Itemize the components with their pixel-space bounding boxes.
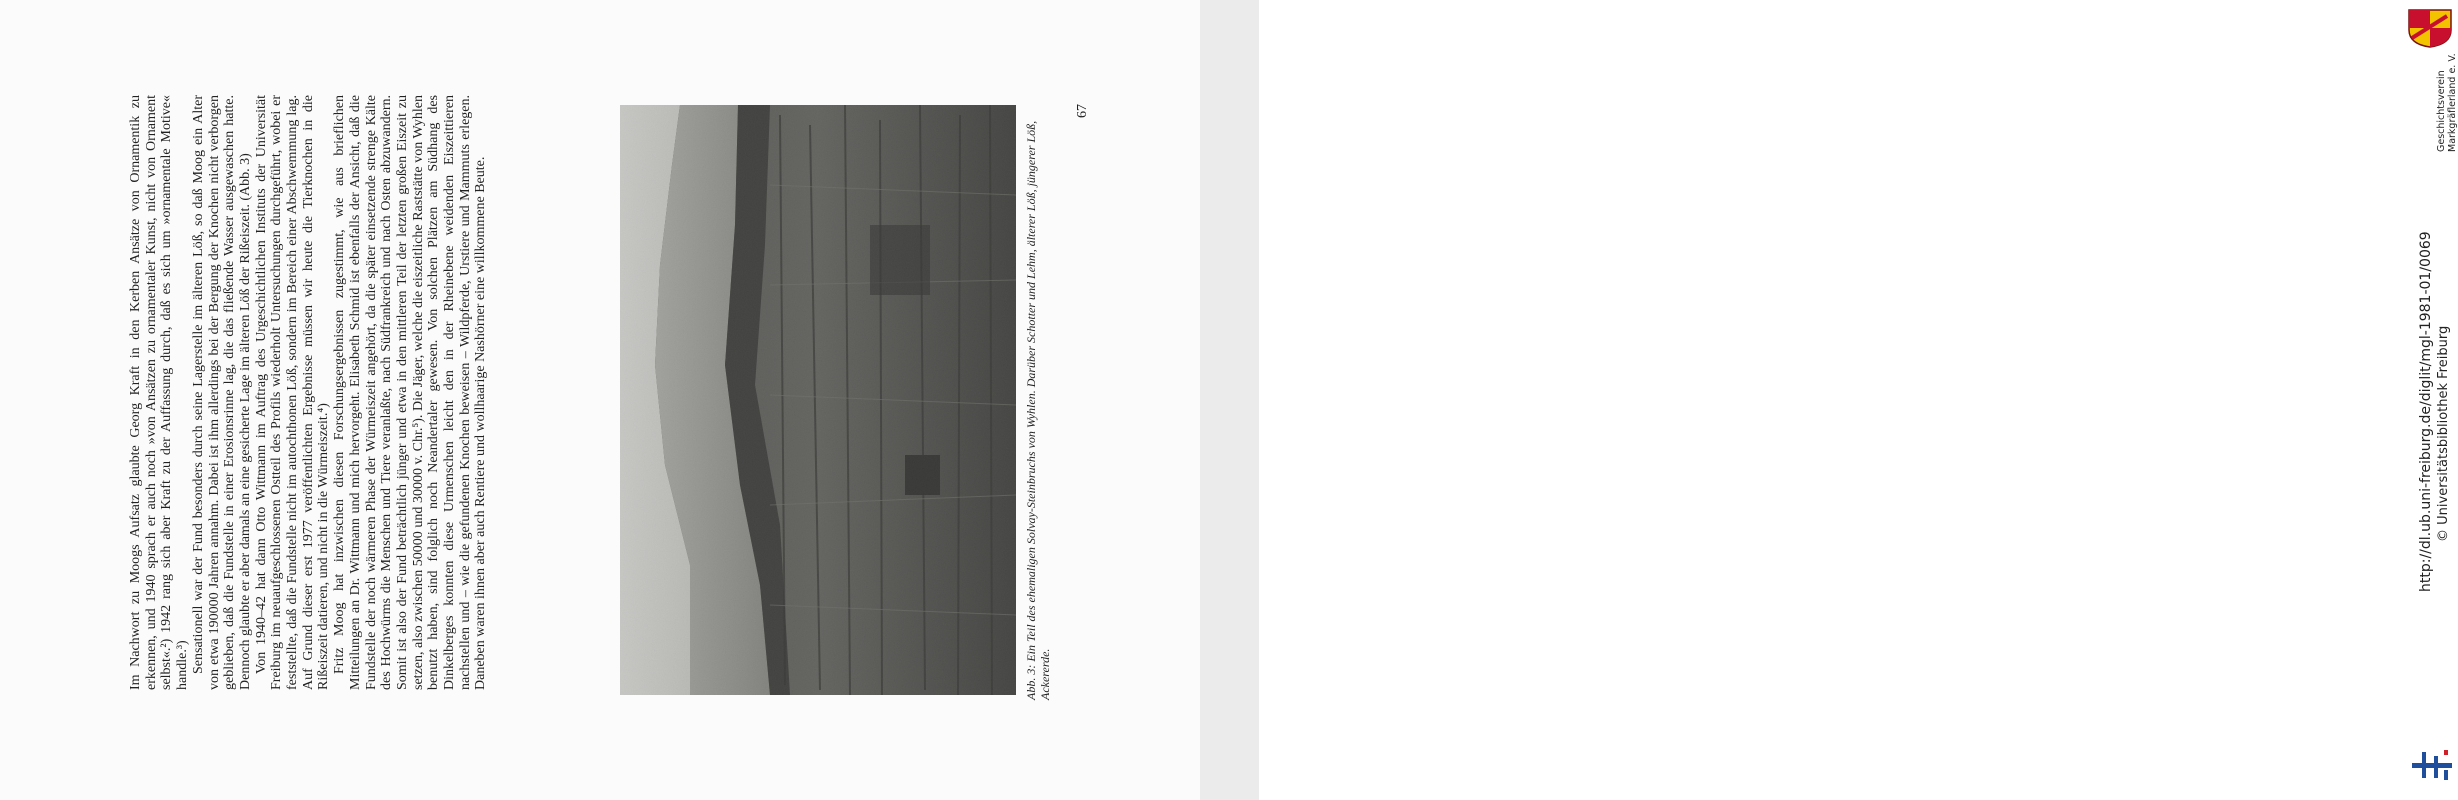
paragraph-2: Sensationell war der Fund besonders durch seine Lagerstelle im älteren Löß, so daß Moog ein Alter von etwa 190000 Jahren annahm. Dabei ist ihm allerdings bei der Bergung der Knochen nicht verborgen geblieben, daß die Fundstelle in einer Erosionsrinne lag, die das fließende Wasser ausgewaschen hatte. Dennoch glaubte er aber damals an eine gesicherte Lage im älteren Löß der Rißeiszeit. (Abb. 3) [190, 95, 253, 690]
organisation-name-line2: Markgräflerland e. V. [2447, 53, 2458, 152]
ub-freiburg-logo-icon [2410, 748, 2454, 782]
organisation-name: Geschichtsverein [2436, 70, 2447, 152]
viewer-sidebar [1200, 0, 2458, 800]
paragraph-1: Im Nachwort zu Moogs Aufsatz glaubte Georg Kraft in den Kerben Ansätze von Ornamentik zu erkennen, und 1940 sprach er auch noch »von Ansätzen zu ornamentaler Kunst, nicht von Ornament selbst«.²) 1942 rang sich aber Kraft zu der Auffassung durch, daß es sich um »ornamentale Motive« handle.³) [128, 95, 191, 690]
permalink-url[interactable]: http://dl.ub.uni-freiburg.de/diglit/mgl-1981-01/0069 [2418, 231, 2434, 592]
coat-of-arms-icon [2407, 8, 2453, 48]
paragraph-4: Fritz Moog hat inzwischen diesen Forschungsergebnissen zugestimmt, wie aus brieflichen Mitteilungen an Dr. Wittmann und mich hervorgeht. Elisabeth Schmid ist ebenfalls der Ansicht, daß die Fundstelle der noch wärmeren Phase der Würmeiszeit angehört, da die später einsetzende strenge Kälte des Hochwürms die Menschen und Tiere veranlaßte, nach Südfrankreich und nach Osten abzuwandern. Somit ist also der Fund beträchtlich jünger und etwa in den mittleren Teil der letzten großen Eiszeit zu setzen, also zwischen 50000 und 30000 v. Chr.⁵). Die Jäger, welche die eiszeitliche Raststätte von Wyhlen benutzt haben, sind folglich noch Neandertaler gewesen. Von solchen Plätzen am Südhang des Dinkelberges konnten diese Urmenschen leicht den in der Rheinebene weidenden Eiszeittieren nachstellen und – wie die gefundenen Knochen beweisen – Wildpferde, Urstiere und Mammuts erlegen. Daneben waren ihnen aber auch Rentiere und wollhaarige Nashörner eine willkommene Beute. [332, 95, 489, 690]
scanned-page [0, 0, 1200, 800]
figure-caption: Abb. 3: Ein Teil des ehemaligen Solvay-Steinbruchs von Wyhlen. Darüber Schotter und Lehm, älterer Löß, jüngerer Löß, Ackererde. [1024, 120, 1052, 700]
paragraph-3: Von 1940–42 hat dann Otto Wittmann im Auftrag des Urgeschichtlichen Instituts der Universität Freiburg im neuaufgeschlossenen Ostteil des Profils wiederholt Untersuchungen durchgeführt, wobei er feststellte, daß die Fundstelle nicht im autochthonen Löß, sondern im Bereich einer Abschwemmung lag. Auf Grund dieser erst 1977 veröffentlichten Ergebnisse müssen wir heute die Tierknochen in die Rißeiszeit datieren, und nicht in die Würmeiszeit.⁴) [253, 95, 332, 690]
article-body [128, 95, 489, 690]
quarry-photograph [620, 105, 1016, 695]
copyright-notice: © Universitätsbibliothek Freiburg [2436, 325, 2451, 542]
page-number: 67 [1075, 104, 1090, 118]
